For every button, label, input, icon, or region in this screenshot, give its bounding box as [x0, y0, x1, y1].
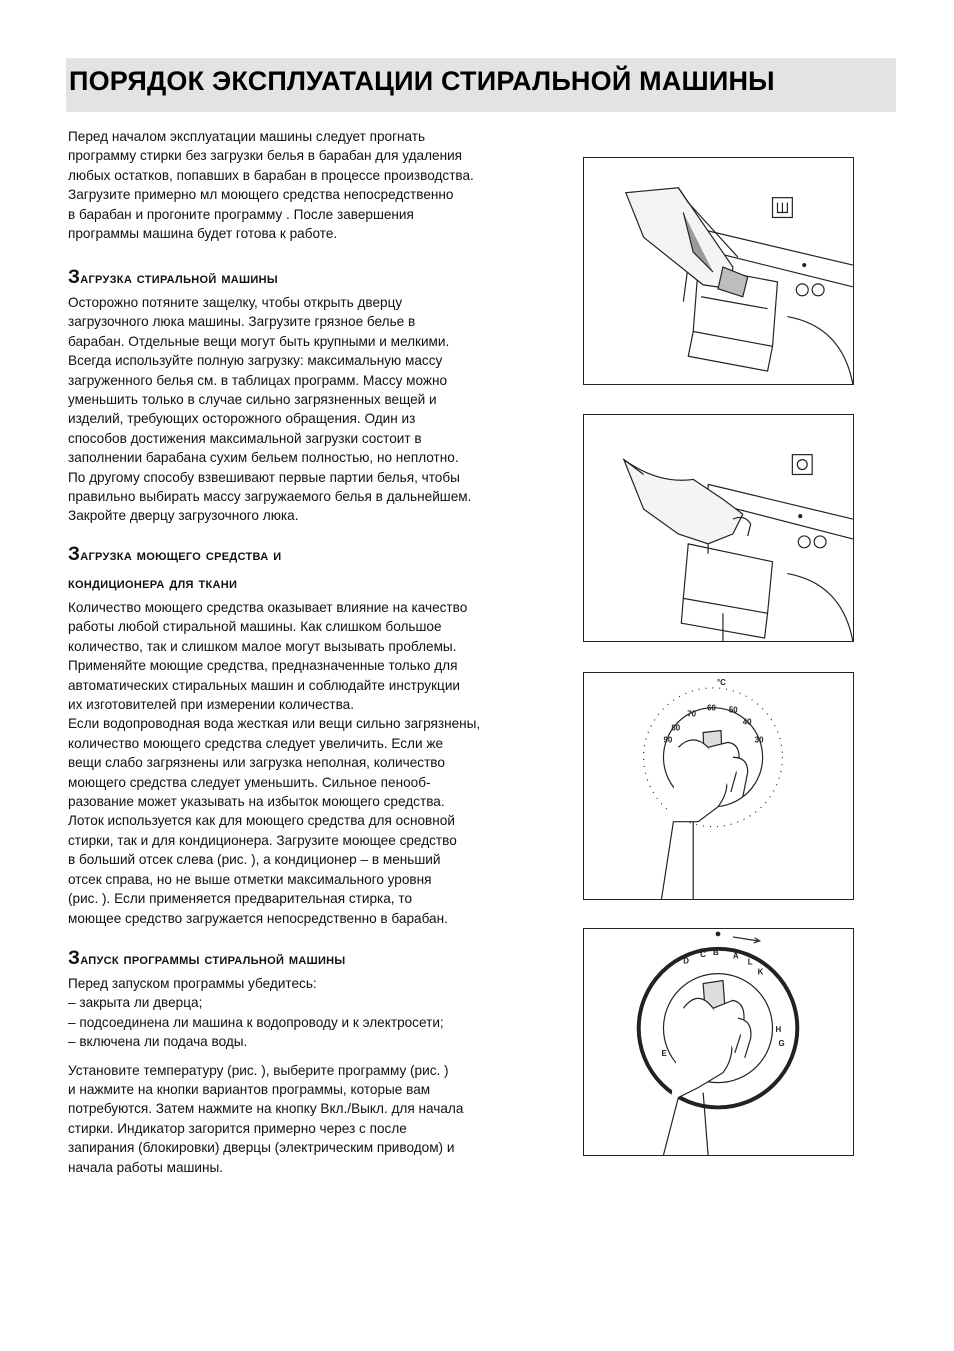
section-start-body: Установите температуру (рис. ), выберите программу (рис. ) и нажмите на кнопки вариантов программы, которые вам потребуются. Затем нажмите на кнопку Вкл./Выкл. для начала стирки. Индикатор загорится примерно через с после запирания (блокировки) дверцы (электрическим приводом) и начала работы машины. [68, 1062, 464, 1175]
intro-text: Перед началом эксплуатации машины следует прогнать программу стирки без загрузки белья в барабан для удаления любых остатков, попавших в барабан в процессе производства. Загрузите примерно мл моющего средства непосредственно в барабан и прогоните программу . После завершения программы машина будет готова к работе. [68, 129, 474, 242]
program-label-e: E [661, 1048, 667, 1058]
heading-rest: апуск программы стиральной машины [80, 951, 346, 968]
temp-label-80: 80 [671, 723, 681, 733]
temperature-dial-illustration [584, 673, 853, 899]
title-bar [66, 58, 896, 112]
program-label-k: K [757, 967, 764, 977]
program-label-h: H [775, 1025, 782, 1035]
temp-label-30: 30 [754, 735, 764, 745]
intro-block [68, 127, 508, 243]
program-label-c: C [700, 949, 706, 959]
temp-label-70: 70 [687, 709, 697, 719]
figure-detergent-drawer [583, 157, 854, 385]
temp-label-90: 90 [663, 735, 673, 745]
heading-rest: агрузка моющего средства и [80, 547, 282, 564]
temp-label-60: 60 [707, 703, 716, 713]
figure-softener-drawer [583, 414, 854, 642]
program-dial-illustration [584, 929, 853, 1155]
temp-unit-label: °C [717, 677, 726, 687]
section-loading-body: Осторожно потяните защелку, чтобы открыть дверцу загрузочного люка машины. Загрузите грязное белье в барабан. Отдельные вещи могут быть крупными и мелкими. Всегда используйте полную загрузку: максимальную массу загруженного белья см. в таблицах программ. Массу можно уменьшить только в случае сильно загрязненных вещей и изделий, требующих осторожного обращения. Один из способов достижения максимальной загрузки состоит в заполнении барабана сухим бельем полностью, но неплотно. По другому способу взвешивают первые партии белья, чтобы правильно выбирать массу загружаемого белья в дальнейшем. Закройте дверцу загрузочного люка. [68, 295, 472, 524]
temp-label-40: 40 [742, 717, 752, 727]
section-detergent-heading [68, 541, 508, 570]
section-detergent-body: Количество моющего средства оказывает влияние на качество работы любой стиральной машины. Как слишком большое количество, так и слишком малое могут вызывать проблемы. Применяйте моющие средства, предназначенные только для автоматических стиральных машин и соблюдайте инструкции их изготовителей при измерении количества. Если водопроводная вода жесткая или вещи сильно загрязнены, количество моющего средства следует увеличить. Если же вещи слабо загрязнены или загрузка неполная, количество моющего средства следует уменьшить. Сильное пенооб- разование может указывать на избыток моющего средства. Лоток используется как для моющего средства для основной стирки, так и для кондиционера. Загрузите моющее средство в больший отсек слева (рис. ), а кондиционер – в меньший отсек справа, но не выше отметки максимального уровня (рис. ). Если применяется предварительная стирка, то моющее средство загружается непосредственно в барабан. [68, 600, 481, 926]
softener-illustration [584, 415, 853, 641]
heading-initial: З [68, 267, 81, 288]
program-label-g: G [778, 1038, 785, 1048]
figure-temperature-dial [583, 672, 854, 900]
page-title: ПОРЯДОК ЭКСПЛУАТАЦИИ СТИРАЛЬНОЙ МАШИНЫ [69, 66, 775, 96]
softener-symbol-icon [792, 455, 812, 475]
section-detergent-heading-line2: кондиционера для ткани [68, 575, 238, 592]
figure-program-dial [583, 928, 854, 1156]
temp-label-50: 50 [728, 705, 738, 715]
heading-rest: агрузка стиральной машины [80, 270, 278, 287]
section-start-heading [68, 945, 508, 974]
program-label-d: D [683, 956, 690, 966]
program-label-a: A [732, 951, 739, 961]
detergent-pour-illustration [584, 158, 853, 384]
section-loading-heading [68, 264, 508, 293]
heading-initial: З [68, 544, 81, 565]
section-start-checklist: Перед запуском программы убедитесь: – закрыта ли дверца; – подсоединена ли машина к водопроводу и к электросети; – включена ли подача воды. [68, 976, 444, 1050]
section-detergent [68, 541, 508, 928]
section-loading [68, 264, 508, 526]
heading-initial: З [68, 948, 81, 969]
program-label-l: L [747, 957, 753, 967]
section-start [68, 945, 508, 1177]
program-label-b: B [713, 947, 719, 957]
